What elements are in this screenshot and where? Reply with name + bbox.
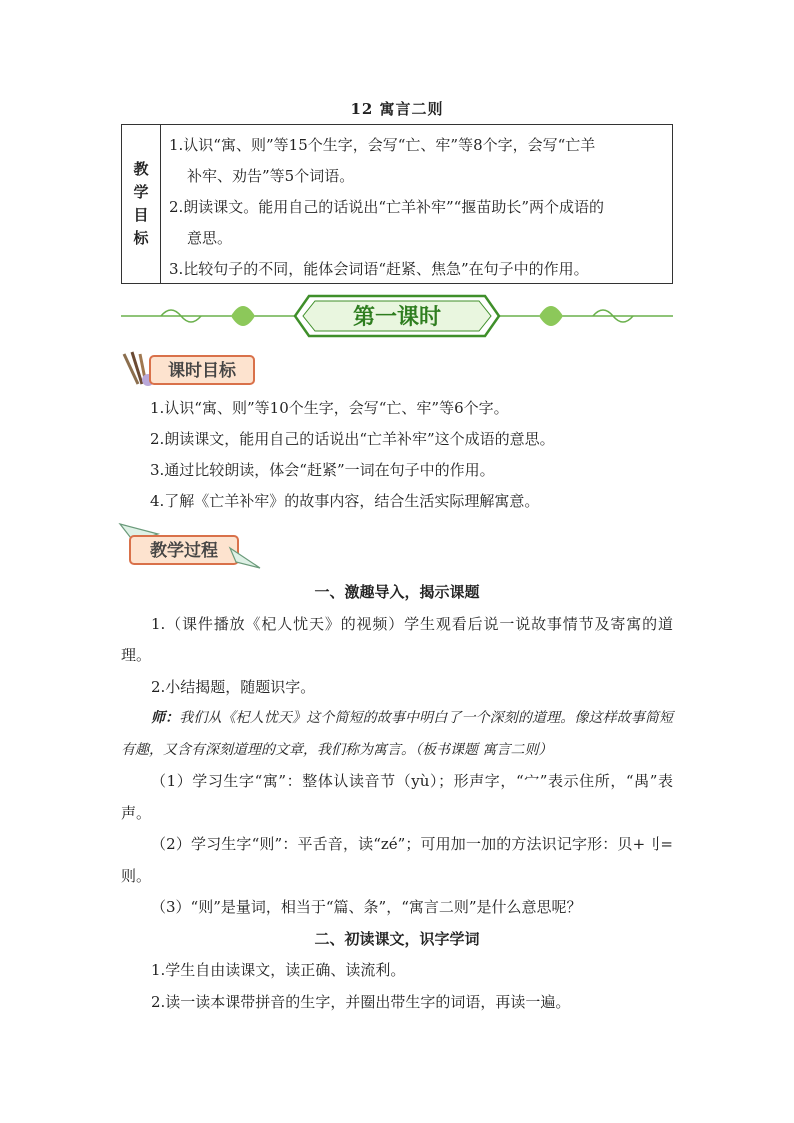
tag-objectives	[118, 350, 258, 390]
objective-item: 3.通过比较朗读，体会“赶紧”一词在句子中的作用。	[150, 461, 495, 479]
paragraph: 1.学生自由读课文，读正确、读流利。	[151, 961, 406, 979]
paragraph: （2）学习生字“则”：平舌音，读“zé”；可用加一加的方法识记字形：贝+刂=则。	[121, 835, 673, 885]
paragraph: 2.读一读本课带拼音的生字，并圈出带生字的词语，再读一遍。	[151, 992, 571, 1011]
goals-header-char: 学	[133, 183, 149, 201]
teacher-text: 我们从《杞人忧天》这个简短的故事中明白了一个深刻的道理。像这样故事简短有趣，又含有深刻道理的文章，我们称为寓言。（板书课题 寓言二则）	[121, 710, 674, 758]
goal-item-1-line2: 补牢、劝告”等5个词语。	[187, 167, 355, 185]
goal-item-3-line1: 3.比较句子的不同，能体会词语“赶紧、焦急”在句子中的作用。	[169, 260, 589, 278]
objective-item: 1.认识“寓、则”等10个生字，会写“亡、牢”等6个字。	[150, 399, 509, 417]
objectives-list	[150, 393, 670, 517]
lesson-title: 12 寓言二则	[350, 100, 444, 118]
goals-header-char: 目	[133, 206, 149, 224]
teaching-goals-table	[121, 124, 673, 284]
goals-header	[122, 125, 161, 283]
goal-item-2-line2: 意思。	[187, 229, 233, 247]
tag-objectives-label: 课时目标	[168, 361, 236, 381]
section1-heading: 一、激趣导入，揭示课题	[314, 583, 480, 601]
paragraph: 2.小结揭题，随题识字。	[151, 677, 316, 696]
banner-label: 第一课时	[352, 304, 442, 330]
tag-process-label: 教学过程	[150, 541, 218, 561]
section2-heading: 二、初读课文，识字学词	[314, 929, 480, 948]
paper-plane-icon	[230, 548, 260, 568]
objective-item: 2.朗读课文，能用自己的话说出“亡羊补牢”这个成语的意思。	[150, 430, 555, 448]
paragraph: （1）学习生字“寓”：整体认读音节（yù）；形声字，“宀”表示住所，“禺”表声。	[121, 772, 673, 822]
teacher-speech	[121, 703, 673, 766]
paragraph: 1.（课件播放《杞人忧天》的视频）学生观看后说一说故事情节及寄寓的道理。	[121, 614, 673, 664]
leaf-icon	[231, 306, 255, 326]
objective-item: 4.了解《亡羊补牢》的故事内容，结合生活实际理解寓意。	[150, 492, 540, 510]
goal-item-2-line1: 2.朗读课文。能用自己的话说出“亡羊补牢”“揠苗助长”两个成语的	[169, 198, 604, 216]
teacher-label: 师：	[151, 710, 180, 726]
paragraph: （3）“则”是量词，相当于“篇、条”，“寓言二则”是什么意思呢？	[151, 898, 582, 916]
goals-header-char: 标	[133, 229, 149, 247]
goal-item-1-line1: 1.认识“寓、则”等15个生字，会写“亡、牢”等8个字，会写“亡羊	[169, 136, 596, 154]
leaf-icon	[539, 306, 563, 326]
tag-process	[118, 520, 263, 570]
goals-body	[161, 125, 672, 283]
goals-header-char: 教	[133, 160, 149, 178]
lesson-banner	[121, 292, 673, 340]
lesson-content	[121, 577, 673, 1018]
